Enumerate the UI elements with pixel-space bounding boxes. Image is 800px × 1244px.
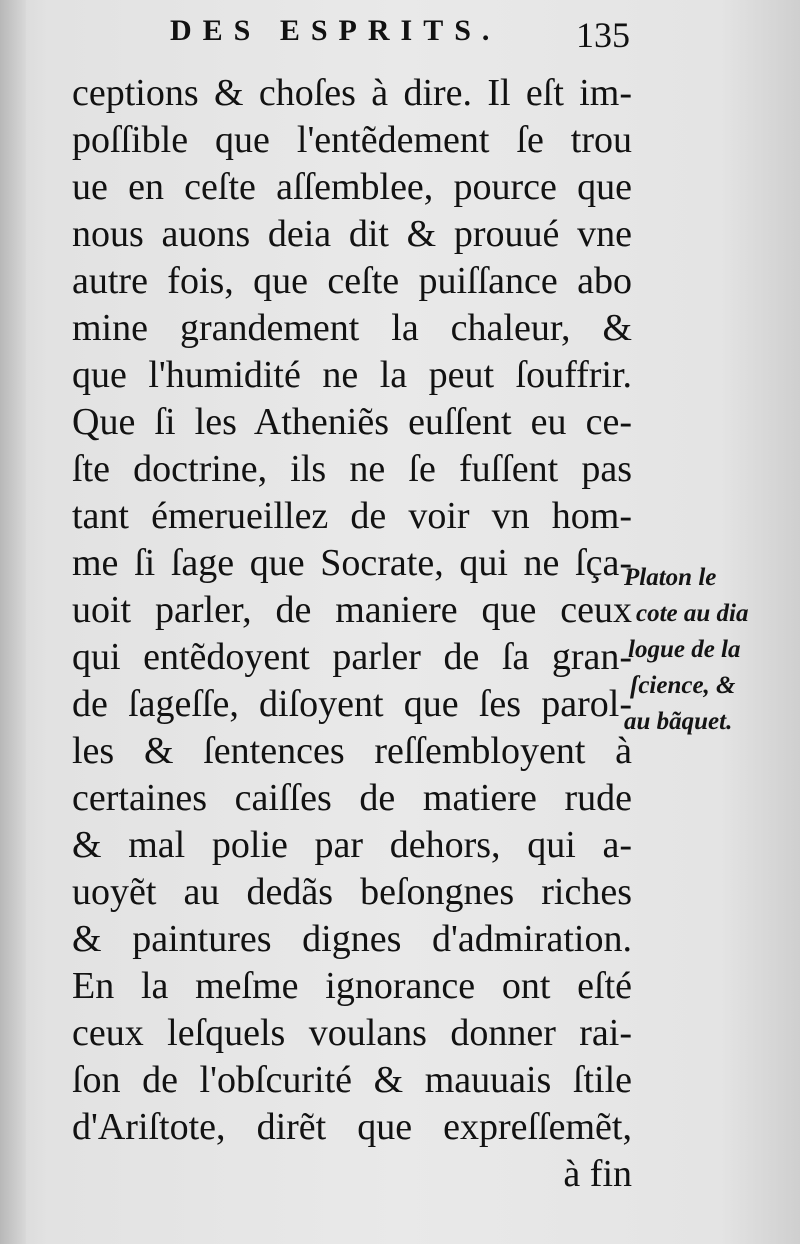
margin-note-line: ſcience, & — [630, 672, 736, 699]
text-line: qui entẽdoyent parler de ſa gran- — [72, 636, 632, 678]
catchword: à fin — [563, 1153, 632, 1195]
text-line: de ſageſſe, diſoyent que ſes parol- — [72, 683, 632, 725]
text-line: ceux leſquels voulans donner rai- — [72, 1012, 632, 1054]
text-line: & mal polie par dehors, qui a- — [72, 824, 632, 866]
text-line: d'Ariſtote, dirẽt que expreſſemẽt, — [72, 1106, 632, 1148]
body-text — [72, 70, 632, 1198]
text-line: tant émerueillez de voir vn hom- — [72, 495, 632, 537]
text-line: uoit parler, de maniere que ceux — [72, 589, 632, 631]
text-line: Que ſi les Atheniẽs euſſent eu ce- — [72, 401, 632, 443]
text-line: ceptions & choſes à dire. Il eſt im- — [72, 72, 632, 114]
text-line: autre fois, que ceſte puiſſance abo — [72, 260, 632, 302]
text-line: les & ſentences reſſembloyent à — [72, 730, 632, 772]
text-line: En la meſme ignorance ont eſté — [72, 965, 632, 1007]
text-line: me ſi ſage que Socrate, qui ne ſça- — [72, 542, 632, 584]
margin-note-line: cote au dia — [636, 600, 749, 627]
page-header — [170, 14, 630, 60]
text-line: certaines caiſſes de matiere rude — [72, 777, 632, 819]
text-line: ſte doctrine, ils ne ſe fuſſent pas — [72, 448, 632, 490]
margin-note-line: Platon le — [624, 564, 717, 591]
margin-note-line: logue de la — [628, 636, 741, 663]
page-gutter — [0, 0, 26, 1244]
text-line: poſſible que l'entẽdement ſe trou — [72, 119, 632, 161]
text-line: uoyẽt au dedãs beſongnes riches — [72, 871, 632, 913]
running-title: DES ESPRITS. — [170, 14, 501, 47]
text-line: & paintures dignes d'admiration. — [72, 918, 632, 960]
margin-note — [624, 560, 784, 740]
text-line: ue en ceſte aſſemblee, pource que — [72, 166, 632, 208]
text-line: nous auons deia dit & prouué vne — [72, 213, 632, 255]
text-line: que l'humidité ne la peut ſouffrir. — [72, 354, 632, 396]
text-line: ſon de l'obſcurité & mauuais ſtile — [72, 1059, 632, 1101]
margin-note-line: au bãquet. — [624, 708, 733, 735]
page-number: 135 — [576, 15, 630, 55]
text-line: mine grandement la chaleur, & — [72, 307, 632, 349]
